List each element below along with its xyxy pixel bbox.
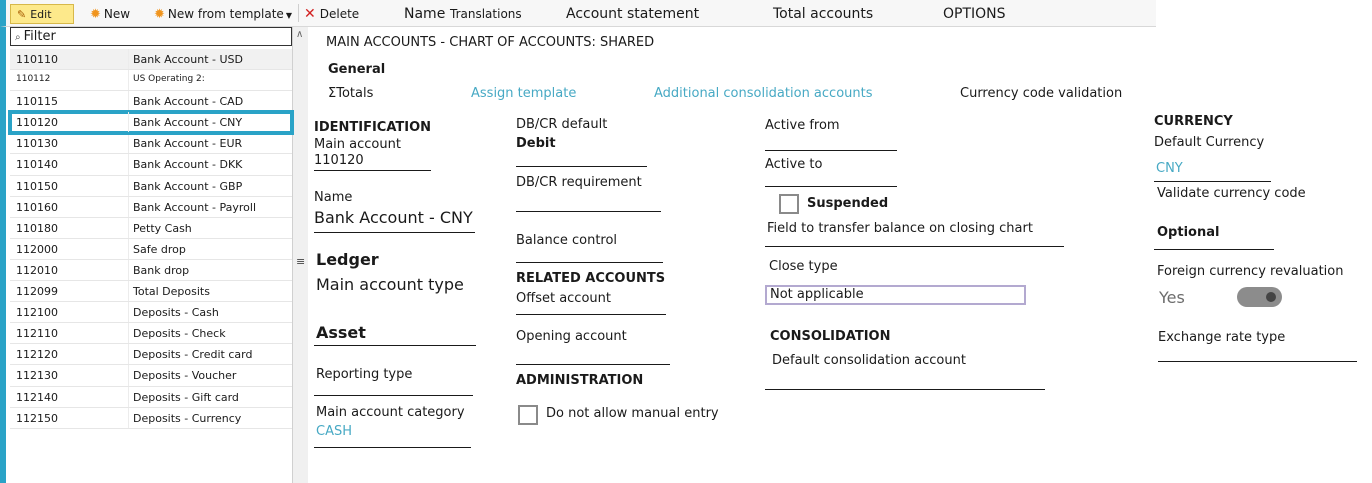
close-type-dropdown[interactable]: Not applicable bbox=[765, 285, 1026, 305]
active-to-field[interactable] bbox=[765, 186, 897, 187]
column-divider bbox=[128, 365, 129, 385]
new-from-template-button[interactable] bbox=[154, 4, 292, 24]
active-from-field[interactable] bbox=[765, 150, 897, 151]
column-divider bbox=[128, 281, 129, 301]
account-row[interactable] bbox=[10, 344, 292, 365]
main-account-label: Main account bbox=[314, 137, 401, 152]
account-name: Bank Account - EUR bbox=[133, 137, 243, 151]
new-icon: ✹ bbox=[90, 7, 101, 22]
page-title: MAIN ACCOUNTS - CHART OF ACCOUNTS: SHARED bbox=[326, 35, 655, 50]
account-number: 112130 bbox=[16, 369, 58, 383]
filter-input[interactable] bbox=[10, 27, 292, 46]
column-divider bbox=[128, 218, 129, 238]
column-divider bbox=[128, 239, 129, 259]
account-number: 112100 bbox=[16, 306, 58, 320]
delete-label: Delete bbox=[319, 7, 360, 21]
column-divider bbox=[128, 344, 129, 364]
column-divider bbox=[128, 49, 129, 69]
pencil-icon: ✎ bbox=[17, 8, 27, 21]
account-number: 110130 bbox=[16, 137, 58, 151]
account-row[interactable] bbox=[10, 281, 292, 302]
identification-header: IDENTIFICATION bbox=[314, 120, 432, 135]
new-button[interactable] bbox=[90, 4, 130, 24]
balance-control-field[interactable] bbox=[516, 262, 663, 263]
account-name: Deposits - Credit card bbox=[133, 348, 253, 362]
active-from-label: Active from bbox=[765, 118, 840, 133]
currency-header: CURRENCY bbox=[1154, 114, 1233, 129]
additional-consolidation-link[interactable]: Additional consolidation accounts bbox=[654, 86, 873, 101]
default-currency-label: Default Currency bbox=[1154, 135, 1265, 150]
administration-header: ADMINISTRATION bbox=[516, 373, 644, 388]
vertical-scrollbar[interactable] bbox=[292, 27, 308, 483]
fx-revaluation-label: Foreign currency revaluation bbox=[1157, 264, 1344, 279]
account-number: 112140 bbox=[16, 390, 58, 404]
fasttab-general[interactable]: General bbox=[328, 62, 386, 77]
tab-total-accounts[interactable]: Total accounts bbox=[773, 6, 874, 22]
default-currency-underline bbox=[1154, 181, 1271, 182]
account-name: Bank Account - CAD bbox=[133, 95, 244, 109]
account-grid bbox=[10, 49, 292, 429]
account-number: 110160 bbox=[16, 200, 58, 214]
tab-options[interactable]: OPTIONS bbox=[943, 6, 1006, 22]
account-name: Bank Account - CNY bbox=[133, 116, 243, 130]
name-field[interactable]: Bank Account - CNY bbox=[314, 208, 473, 227]
dropdown-arrow-icon: ▼ bbox=[285, 11, 292, 20]
main-account-type-label: Main account type bbox=[316, 275, 464, 294]
toggle-knob bbox=[1266, 292, 1276, 302]
account-row[interactable] bbox=[10, 176, 292, 197]
account-name: Deposits - Gift card bbox=[133, 390, 239, 404]
assign-template-link[interactable]: Assign template bbox=[471, 86, 577, 101]
account-number: 112150 bbox=[16, 411, 58, 425]
optional-header: Optional bbox=[1157, 225, 1220, 240]
main-account-field[interactable]: 110120 bbox=[314, 153, 364, 168]
dbcr-default-underline bbox=[516, 166, 647, 167]
balance-control-label: Balance control bbox=[516, 233, 618, 248]
dbcr-requirement-label: DB/CR requirement bbox=[516, 175, 642, 190]
default-currency-field[interactable]: CNY bbox=[1156, 161, 1183, 176]
account-list-pane bbox=[0, 27, 305, 483]
account-row[interactable] bbox=[10, 323, 292, 344]
account-number: 112110 bbox=[16, 327, 58, 341]
related-accounts-header: RELATED ACCOUNTS bbox=[516, 271, 666, 286]
delete-button[interactable] bbox=[304, 4, 359, 24]
account-name: Deposits - Voucher bbox=[133, 369, 237, 383]
reporting-type-label: Reporting type bbox=[316, 367, 413, 382]
account-name: Bank Account - DKK bbox=[133, 158, 243, 172]
validate-currency-label[interactable]: Validate currency code bbox=[1157, 186, 1306, 201]
column-divider bbox=[128, 323, 129, 343]
account-row[interactable] bbox=[10, 197, 292, 218]
tab-account-statement[interactable]: Account statement bbox=[566, 6, 700, 22]
account-row[interactable] bbox=[10, 91, 292, 112]
account-name: Deposits - Currency bbox=[133, 411, 242, 425]
column-divider bbox=[128, 408, 129, 428]
new-from-template-label: New from template bbox=[167, 7, 284, 21]
account-number: 112010 bbox=[16, 263, 58, 277]
account-number: 112099 bbox=[16, 285, 58, 299]
main-account-category-label: Main account category bbox=[316, 405, 465, 420]
fx-revaluation-value: Yes bbox=[1159, 288, 1185, 307]
filter-placeholder: Filter bbox=[23, 29, 56, 44]
account-row[interactable] bbox=[10, 387, 292, 408]
ledger-header: Ledger bbox=[316, 250, 379, 269]
account-name: Bank Account - USD bbox=[133, 53, 244, 66]
scroll-up-icon[interactable]: ∧ bbox=[296, 29, 304, 40]
account-number: 110120 bbox=[16, 116, 58, 130]
account-number: 110140 bbox=[16, 158, 58, 172]
edit-button[interactable] bbox=[10, 4, 74, 24]
column-divider bbox=[128, 387, 129, 407]
account-name: Deposits - Check bbox=[133, 327, 226, 341]
account-number: 110150 bbox=[16, 179, 58, 193]
reporting-type-field[interactable] bbox=[314, 395, 473, 396]
account-row[interactable] bbox=[10, 302, 292, 323]
dbcr-requirement-field[interactable] bbox=[516, 211, 661, 212]
suspended-checkbox[interactable] bbox=[779, 194, 799, 214]
account-name: Bank Account - GBP bbox=[133, 179, 243, 193]
sigma-icon: Σ bbox=[328, 86, 337, 101]
transfer-balance-label: Field to transfer balance on closing chart bbox=[767, 221, 1033, 236]
column-divider bbox=[128, 197, 129, 217]
column-divider bbox=[128, 91, 129, 111]
optional-divider bbox=[1154, 249, 1274, 250]
action-pane bbox=[0, 0, 1156, 27]
account-row[interactable] bbox=[10, 218, 292, 239]
offset-account-label: Offset account bbox=[516, 291, 611, 306]
new-template-icon: ✹ bbox=[154, 7, 165, 22]
account-name: Safe drop bbox=[133, 242, 186, 256]
new-label: New bbox=[103, 7, 131, 21]
translations-button[interactable]: Translations bbox=[450, 7, 522, 21]
name-button[interactable]: Name bbox=[404, 6, 446, 22]
account-number: 110180 bbox=[16, 221, 58, 235]
dbcr-default-field[interactable]: Debit bbox=[516, 136, 556, 151]
account-row[interactable] bbox=[10, 49, 292, 70]
column-divider bbox=[128, 260, 129, 280]
account-number: 112000 bbox=[16, 242, 58, 256]
account-number: 110110 bbox=[16, 53, 58, 66]
currency-code-validation-button[interactable]: Currency code validation bbox=[960, 86, 1123, 101]
account-row[interactable] bbox=[10, 239, 292, 260]
account-name: Deposits - Cash bbox=[133, 306, 219, 320]
column-divider bbox=[128, 302, 129, 322]
transfer-balance-field[interactable] bbox=[765, 246, 1064, 247]
account-row[interactable] bbox=[10, 408, 292, 429]
main-account-category-underline bbox=[314, 447, 471, 448]
main-account-type-field[interactable]: Asset bbox=[316, 323, 366, 342]
exchange-rate-type-field[interactable] bbox=[1158, 361, 1357, 362]
account-name: Total Deposits bbox=[133, 285, 210, 299]
offset-account-field[interactable] bbox=[516, 314, 666, 315]
account-number: 110112 bbox=[16, 74, 51, 85]
account-row[interactable] bbox=[10, 70, 292, 91]
main-account-underline bbox=[314, 170, 431, 171]
active-to-label: Active to bbox=[765, 157, 823, 172]
column-divider bbox=[128, 176, 129, 196]
account-row[interactable] bbox=[10, 133, 292, 154]
close-type-label: Close type bbox=[769, 259, 838, 274]
edit-label: Edit bbox=[30, 8, 52, 21]
toolbar-separator bbox=[298, 4, 299, 22]
account-name: Bank drop bbox=[133, 263, 190, 277]
column-divider bbox=[128, 154, 129, 174]
account-name: Petty Cash bbox=[133, 221, 192, 235]
main-account-type-underline bbox=[314, 345, 476, 346]
account-row[interactable] bbox=[10, 112, 292, 133]
totals-label: Totals bbox=[336, 86, 374, 101]
fx-revaluation-toggle[interactable] bbox=[1237, 287, 1282, 307]
opening-account-label: Opening account bbox=[516, 329, 627, 344]
no-manual-entry-label: Do not allow manual entry bbox=[546, 406, 719, 421]
default-consolidation-field[interactable] bbox=[765, 389, 1045, 390]
name-underline bbox=[314, 232, 475, 233]
default-consolidation-label: Default consolidation account bbox=[772, 353, 966, 368]
main-account-category-field[interactable]: CASH bbox=[316, 424, 352, 439]
account-number: 112120 bbox=[16, 348, 58, 362]
splitter-grip-icon[interactable]: ≡ bbox=[296, 255, 306, 268]
column-divider bbox=[128, 133, 129, 153]
column-divider bbox=[128, 112, 129, 132]
column-divider bbox=[128, 70, 129, 90]
search-icon: ⌕ bbox=[15, 32, 21, 43]
opening-account-field[interactable] bbox=[516, 364, 670, 365]
delete-icon: ✕ bbox=[304, 6, 316, 22]
no-manual-entry-checkbox[interactable] bbox=[518, 405, 538, 425]
consolidation-header: CONSOLIDATION bbox=[770, 329, 891, 344]
account-row[interactable] bbox=[10, 365, 292, 386]
name-label: Name bbox=[314, 190, 353, 205]
account-name: Bank Account - Payroll bbox=[133, 200, 257, 214]
account-row[interactable] bbox=[10, 154, 292, 175]
account-row[interactable] bbox=[10, 260, 292, 281]
suspended-label: Suspended bbox=[807, 196, 889, 211]
account-name: US Operating 2: bbox=[133, 74, 205, 85]
account-number: 110115 bbox=[16, 95, 58, 109]
totals-button[interactable] bbox=[328, 86, 373, 101]
exchange-rate-type-label: Exchange rate type bbox=[1158, 330, 1286, 345]
dbcr-default-label: DB/CR default bbox=[516, 117, 608, 132]
